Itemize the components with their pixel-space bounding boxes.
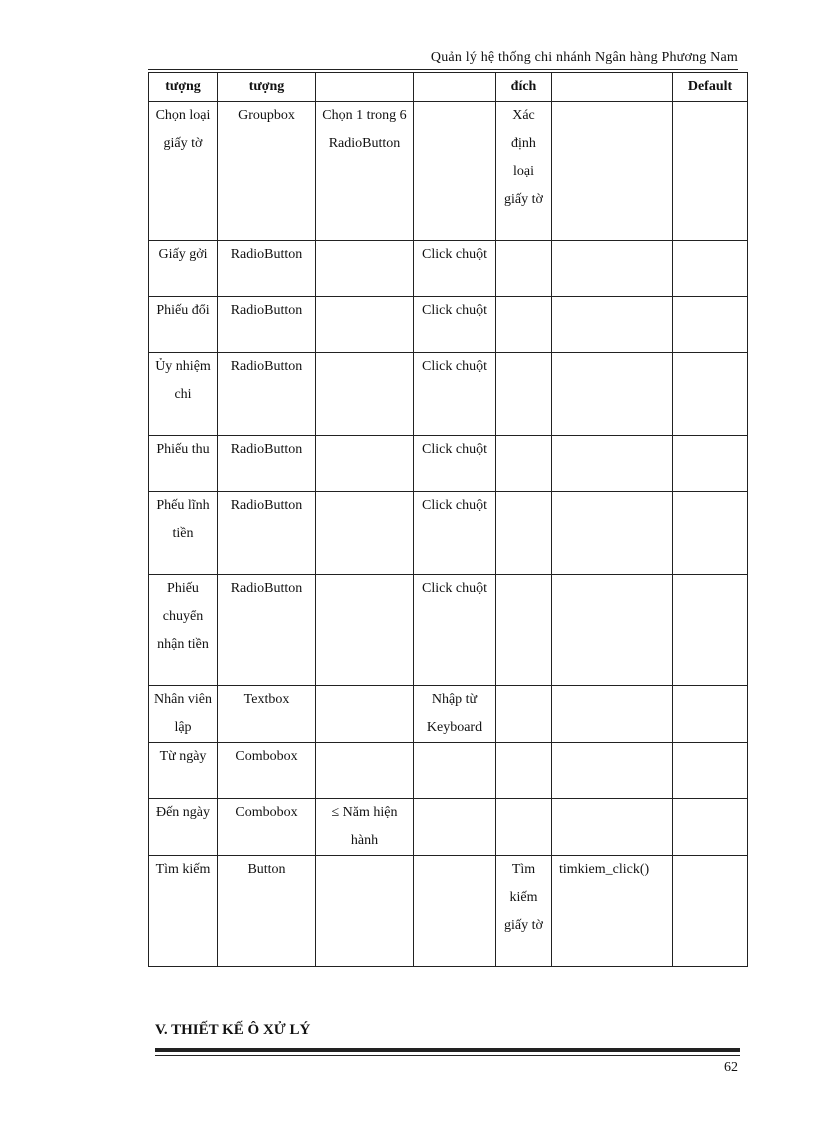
control-spec-table (148, 72, 748, 967)
table-cell: Click chuột (414, 492, 496, 575)
table-cell: Phếu lĩnh tiền (149, 492, 218, 575)
table-cell: Từ ngày (149, 743, 218, 799)
table-cell (496, 799, 552, 856)
table-cell: Phiếu đổi (149, 297, 218, 353)
table-cell (316, 492, 414, 575)
table-row (149, 492, 748, 575)
table-cell (316, 353, 414, 436)
header-cell (414, 73, 496, 102)
table-header-row (149, 73, 748, 102)
table-cell: Click chuột (414, 436, 496, 492)
table-cell (552, 743, 673, 799)
table-cell (673, 241, 748, 297)
header-cell (552, 73, 673, 102)
table-cell: RadioButton (218, 575, 316, 686)
table-cell: RadioButton (218, 241, 316, 297)
table-cell (552, 799, 673, 856)
table-cell (673, 856, 748, 967)
table-cell: Combobox (218, 743, 316, 799)
table-cell (496, 743, 552, 799)
table-cell: ≤ Năm hiện hành (316, 799, 414, 856)
table-cell (414, 102, 496, 241)
table-cell: RadioButton (218, 297, 316, 353)
table-cell: RadioButton (218, 353, 316, 436)
table-cell: Ủy nhiệm chi (149, 353, 218, 436)
table-cell: Tìm kiếm (149, 856, 218, 967)
table-cell (673, 436, 748, 492)
table-cell (552, 686, 673, 743)
table-cell (414, 799, 496, 856)
table-cell (496, 297, 552, 353)
table-cell (673, 686, 748, 743)
table-cell (673, 492, 748, 575)
table-row (149, 686, 748, 743)
page-number: 62 (724, 1060, 738, 1075)
table-cell (414, 856, 496, 967)
table-row (149, 743, 748, 799)
table-cell (673, 353, 748, 436)
table-cell: RadioButton (218, 436, 316, 492)
table-cell (316, 436, 414, 492)
table-cell: RadioButton (218, 492, 316, 575)
table-cell: Tìm kiếm giấy tờ (496, 856, 552, 967)
table-cell (673, 102, 748, 241)
table-row (149, 856, 748, 967)
table-cell (496, 436, 552, 492)
table-row (149, 799, 748, 856)
table-row (149, 102, 748, 241)
table-cell: Combobox (218, 799, 316, 856)
footer-rule (155, 1055, 740, 1056)
table-cell: Phiếu thu (149, 436, 218, 492)
table-cell (316, 241, 414, 297)
table-cell (673, 743, 748, 799)
table-cell: Chọn loại giấy tờ (149, 102, 218, 241)
table-cell: Xác định loại giấy tờ (496, 102, 552, 241)
table-cell: Button (218, 856, 316, 967)
table-cell (673, 297, 748, 353)
table-cell: Groupbox (218, 102, 316, 241)
section-heading: V. THIẾT KẾ Ô XỬ LÝ (155, 1022, 311, 1038)
table-cell: Đến ngày (149, 799, 218, 856)
header-cell: Default (673, 73, 748, 102)
table-cell: timkiem_click() (552, 856, 673, 967)
table-cell: Nhập từ Keyboard (414, 686, 496, 743)
table-cell: Click chuột (414, 353, 496, 436)
table-row (149, 436, 748, 492)
table-cell (496, 686, 552, 743)
table-cell (552, 492, 673, 575)
table-cell (673, 799, 748, 856)
header-rule (148, 69, 738, 70)
header-cell (316, 73, 414, 102)
header-cell: tượng (218, 73, 316, 102)
table-cell (673, 575, 748, 686)
table-cell (552, 241, 673, 297)
table-cell (552, 436, 673, 492)
table-row (149, 241, 748, 297)
running-header: Quản lý hệ thống chi nhánh Ngân hàng Phương Nam (430, 50, 738, 65)
table-cell (414, 743, 496, 799)
table-cell (316, 297, 414, 353)
table-row (149, 575, 748, 686)
table-cell: Phiếu chuyển nhận tiền (149, 575, 218, 686)
table-cell (316, 856, 414, 967)
table-cell (316, 575, 414, 686)
table-cell (496, 492, 552, 575)
table-cell (552, 297, 673, 353)
table-cell (496, 575, 552, 686)
footer-rule (155, 1048, 740, 1052)
table-cell (552, 575, 673, 686)
table-cell (552, 353, 673, 436)
table-cell (316, 686, 414, 743)
table-cell (496, 353, 552, 436)
table-cell: Chọn 1 trong 6 RadioButton (316, 102, 414, 241)
table-cell (496, 241, 552, 297)
table-cell: Nhân viên lập (149, 686, 218, 743)
table-row (149, 297, 748, 353)
table-cell: Click chuột (414, 241, 496, 297)
table-cell (552, 102, 673, 241)
table-cell: Click chuột (414, 575, 496, 686)
table-cell: Textbox (218, 686, 316, 743)
table-cell (316, 743, 414, 799)
table-row (149, 353, 748, 436)
header-cell: đích (496, 73, 552, 102)
header-cell: tượng (149, 73, 218, 102)
table-cell: Giấy gởi (149, 241, 218, 297)
table-cell: Click chuột (414, 297, 496, 353)
